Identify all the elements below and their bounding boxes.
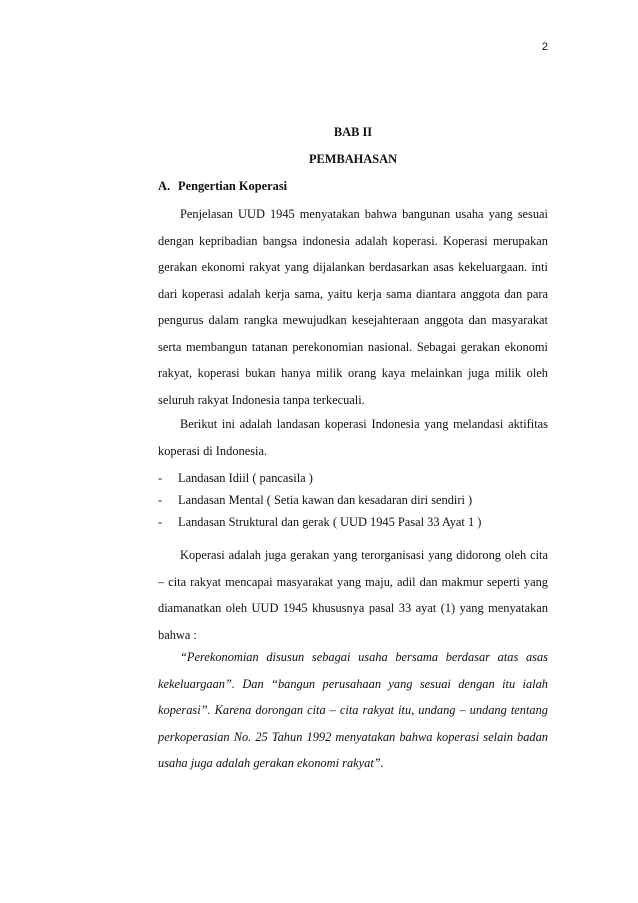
list-bullet: - bbox=[158, 471, 163, 485]
list-bullet: - bbox=[158, 493, 163, 507]
list-item-text: Landasan Idiil ( pancasila ) bbox=[178, 471, 313, 485]
section-heading bbox=[158, 179, 287, 194]
chapter-title: PEMBAHASAN bbox=[308, 152, 398, 166]
chapter-number: BAB II bbox=[333, 125, 373, 139]
list-item bbox=[158, 467, 548, 489]
list-item-text: Landasan Struktural dan gerak ( UUD 1945 Pasal 33 Ayat 1 ) bbox=[178, 515, 482, 529]
list-bullet: - bbox=[158, 515, 163, 529]
paragraph-landasan-intro: Berikut ini adalah landasan koperasi Indonesia yang melandasi aktifitas koperasi di Indonesia. bbox=[158, 417, 548, 458]
section-title: Pengertian Koperasi bbox=[178, 179, 288, 193]
paragraph-definition: Penjelasan UUD 1945 menyatakan bahwa bangunan usaha yang sesuai dengan kepribadian bangsa indonesia adalah koperasi. Koperasi merupakan gerakan ekonomi rakyat yang dijalankan berdasarkan asas kekeluargaan. inti dari koperasi adalah kerja sama, yaitu kerja sama diantara anggota dan para pengurus dalam rangka mewujudkan kesejahteraan anggota dan masyarakat serta membangun tatanan perekonomian nasional. Sebagai gerakan ekonomi rakyat, koperasi bukan hanya milik orang kaya melainkan juga milik oleh seluruh rakyat Indonesia tanpa terkecuali. bbox=[158, 207, 548, 407]
list-item bbox=[158, 511, 548, 533]
list-item bbox=[158, 489, 548, 511]
landasan-list bbox=[158, 467, 548, 533]
paragraph-quote: “Perekonomian disusun sebagai usaha bersama berdasar atas asas kekeluargaan”. Dan “bangun perusahaan yang sesuai dengan itu ialah koperasi”. Karena dorongan cita – cita rakyat itu, undang – undang tentang perkoperasian No. 25 Tahun 1992 menyatakan bahwa koperasi selain badan usaha juga adalah gerakan ekonomi rakyat”. bbox=[158, 650, 548, 770]
list-item-text: Landasan Mental ( Setia kawan dan kesadaran diri sendiri ) bbox=[178, 493, 473, 507]
page-number: 2 bbox=[541, 41, 548, 53]
section-letter: A. bbox=[158, 179, 171, 193]
paragraph-gerakan: Koperasi adalah juga gerakan yang terorganisasi yang didorong oleh cita – cita rakyat mencapai masyarakat yang maju, adil dan makmur seperti yang diamanatkan oleh UUD 1945 khususnya pasal 33 ayat (1) yang menyatakan bahwa : bbox=[158, 548, 548, 642]
